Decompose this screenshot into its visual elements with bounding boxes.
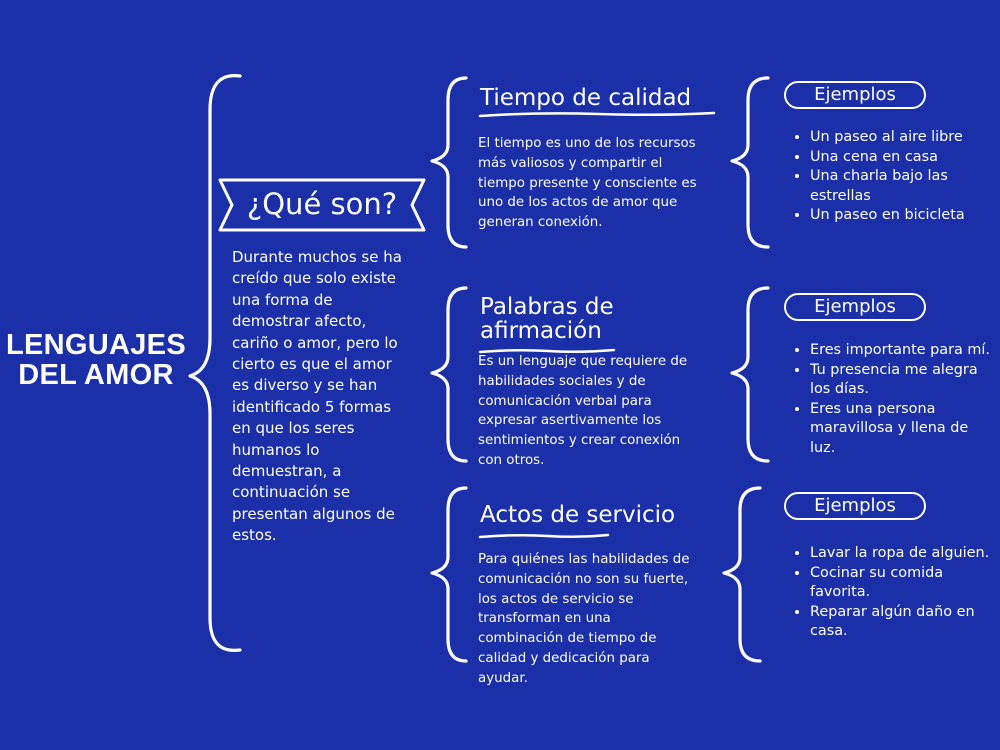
examples-brace-palabras: [728, 285, 773, 465]
list-item: • Reparar algún daño en casa.: [810, 603, 1000, 642]
section-title-tiempo: Tiempo de calidad: [480, 85, 692, 111]
section-body-palabras: Es un lenguaje que requiere de habilidades sociales y de comunicación verbal para expresar asertivamente los sentimientos y crear conexión con otros.: [478, 354, 688, 468]
main-title: LENGUAJES DEL AMOR: [6, 329, 186, 391]
examples-list-palabras: [790, 341, 990, 459]
title-underline: [478, 531, 618, 543]
list-item: • Cocinar su comida favorita.: [810, 564, 1000, 603]
list-item: • Lavar la ropa de alguien.: [810, 544, 1000, 564]
list-item: • Un paseo en bicicleta: [810, 206, 1000, 226]
examples-list-actos: [790, 544, 1000, 642]
list-item: • Un paseo al aire libre: [810, 128, 1000, 148]
examples-list-tiempo: [790, 128, 1000, 226]
section-brace-actos: [428, 485, 473, 665]
examples-pill-actos: Ejemplos: [784, 492, 926, 520]
section-title-actos: Actos de servicio: [480, 502, 676, 528]
list-item: • Tu presencia me alegra los días.: [810, 361, 990, 400]
section-brace-tiempo: [428, 75, 473, 250]
section-title-palabras: Palabras de afirmación: [480, 294, 614, 344]
que-son-text: Durante muchos se ha creído que solo existe una forma de demostrar afecto, cariño o amor, pero lo cierto es que el amor es diverso y se han identificado 5 formas en que los seres humanos lo demuestran, a continuación se presentan algunos de estos.: [232, 248, 402, 545]
examples-brace-actos: [720, 485, 765, 665]
section-brace-palabras: [428, 285, 473, 465]
que-son-heading: ¿Qué son?: [246, 187, 398, 221]
examples-brace-tiempo: [728, 75, 773, 250]
section-body-actos: Para quiénes las habilidades de comunicación no son su fuerte, los actos de servicio se transforman en una combinación de tiempo de calidad y dedicación para ayudar.: [478, 552, 690, 686]
list-item: • Eres una persona maravillosa y llena de luz.: [810, 400, 990, 459]
examples-pill-palabras: Ejemplos: [784, 293, 926, 321]
section-body-tiempo: El tiempo es uno de los recursos más valiosos y compartir el tiempo presente y consciente es uno de los actos de amor que generan conexión.: [478, 136, 697, 231]
list-item: • Una cena en casa: [810, 148, 1000, 168]
examples-pill-tiempo: Ejemplos: [784, 81, 926, 109]
list-item: • Una charla bajo las estrellas: [810, 167, 1000, 206]
list-item: • Eres importante para mí.: [810, 341, 990, 361]
title-underline: [478, 110, 718, 122]
